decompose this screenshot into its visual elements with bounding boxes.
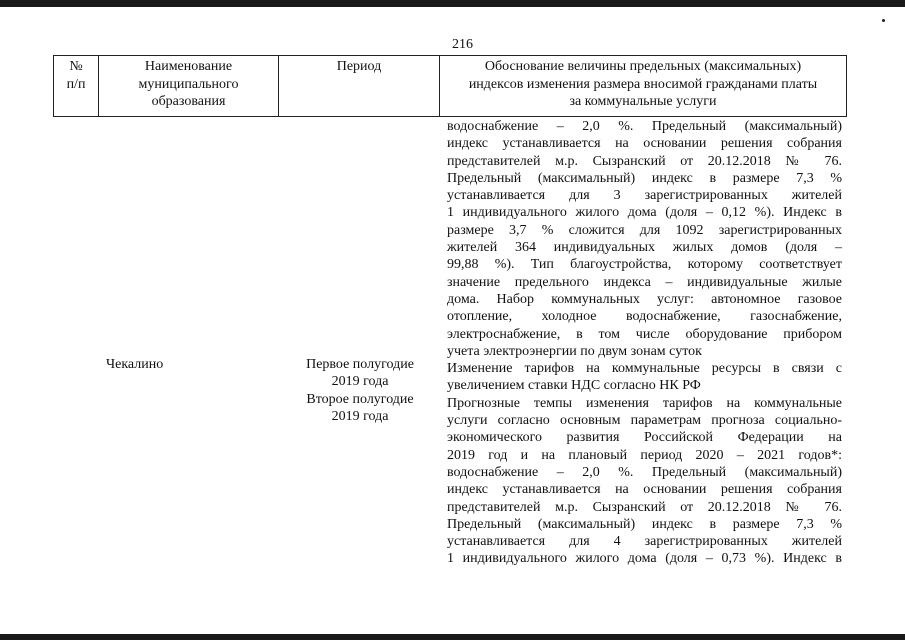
text-line: электроснабжение, в том числе оборудование прибором [447, 326, 842, 342]
scan-bottom-edge [0, 634, 905, 640]
text-line: жителей 364 индивидуальных жилых домов (доля – [447, 240, 842, 256]
text-line: 99,88 %). Тип благоустройства, которому соответствует [447, 257, 842, 273]
period-line: 2019 года [331, 409, 389, 425]
text-line: отопление, холодное водоснабжение, газоснабжение, [447, 309, 842, 325]
text-line: значение предельного индекса – индивидуальные жилые [447, 274, 842, 290]
text-line: устанавливается для 3 зарегистрированных жителей [447, 188, 842, 204]
header-col-period-line: Период [336, 59, 382, 74]
scan-speck [882, 19, 885, 22]
text-line: дома. Набор коммунальных услуг: автономное газовое [447, 291, 842, 307]
text-line: Изменение тарифов на коммунальные ресурсы в связи с [447, 361, 842, 377]
text-line: Предельный (максимальный) индекс в размере 7,3 % [447, 170, 842, 186]
header-divider-1 [98, 55, 99, 117]
scan-top-edge [0, 0, 905, 7]
text-line: 2019 год и на плановый период 2020 – 2021 годов*: [447, 447, 842, 463]
header-col-justification [441, 58, 845, 111]
header-divider-2 [278, 55, 279, 117]
period-first-half [285, 356, 435, 391]
header-col-justification-line: индексов изменения размера вносимой гражданами платы [468, 76, 818, 92]
period-line: Первое полугодие [306, 357, 414, 372]
header-col-municipality [100, 58, 277, 111]
text-line: Прогнозные темпы изменения тарифов на коммунальные [447, 395, 842, 411]
header-divider-4 [846, 55, 847, 117]
header-col-number [55, 58, 97, 93]
header-col-period [280, 58, 438, 76]
header-col-municipality-line: муниципального [138, 76, 239, 92]
text-line: увеличением ставки НДС согласно НК РФ [447, 378, 701, 394]
header-col-municipality-line: Наименование [144, 59, 233, 74]
text-line: водоснабжение – 2,0 %. Предельный (максимальный) [447, 464, 842, 480]
text-line: 1 индивидуального жилого дома (доля – 0,73 %). Индекс в [447, 551, 842, 567]
text-line: индекс устанавливается на основании решения собрания [447, 136, 842, 152]
header-col-municipality-line: образования [151, 94, 226, 109]
justification-column [447, 118, 842, 568]
text-line: представителей м.р. Сызранский от 20.12.2018 № 76. [447, 153, 842, 169]
period-second-half [285, 391, 435, 426]
text-line: размере 3,7 % сложится для 1092 зарегистрированных [447, 222, 842, 238]
page-number: 216 [452, 37, 473, 52]
header-col-justification-line: за коммунальные услуги [569, 94, 717, 109]
header-col-number-line: п/п [66, 76, 86, 92]
text-line: Предельный (максимальный) индекс в размере 7,3 % [447, 516, 842, 532]
header-col-justification-line: Обоснование величины предельных (максимальных) [484, 59, 802, 74]
text-line: индекс устанавливается на основании решения собрания [447, 482, 842, 498]
text-line: учета электроэнергии по двум зонам суток [447, 343, 702, 359]
text-line: представителей м.р. Сызранский от 20.12.2018 № 76. [447, 499, 842, 515]
period-line: 2019 года [331, 374, 389, 390]
municipality-name: Чекалино [106, 357, 164, 372]
header-col-number-line: № [69, 59, 83, 74]
text-line: водоснабжение – 2,0 %. Предельный (максимальный) [447, 119, 842, 134]
period-line: Второе полугодие [306, 392, 414, 407]
text-line: услуги согласно основным параметрам прогноза социально- [447, 413, 842, 429]
header-divider-3 [439, 55, 440, 117]
text-line: экономического развития Российской Федерации на [447, 430, 842, 446]
text-line: устанавливается для 4 зарегистрированных жителей [447, 534, 842, 550]
text-line: 1 индивидуального жилого дома (доля – 0,12 %). Индекс в [447, 205, 842, 221]
